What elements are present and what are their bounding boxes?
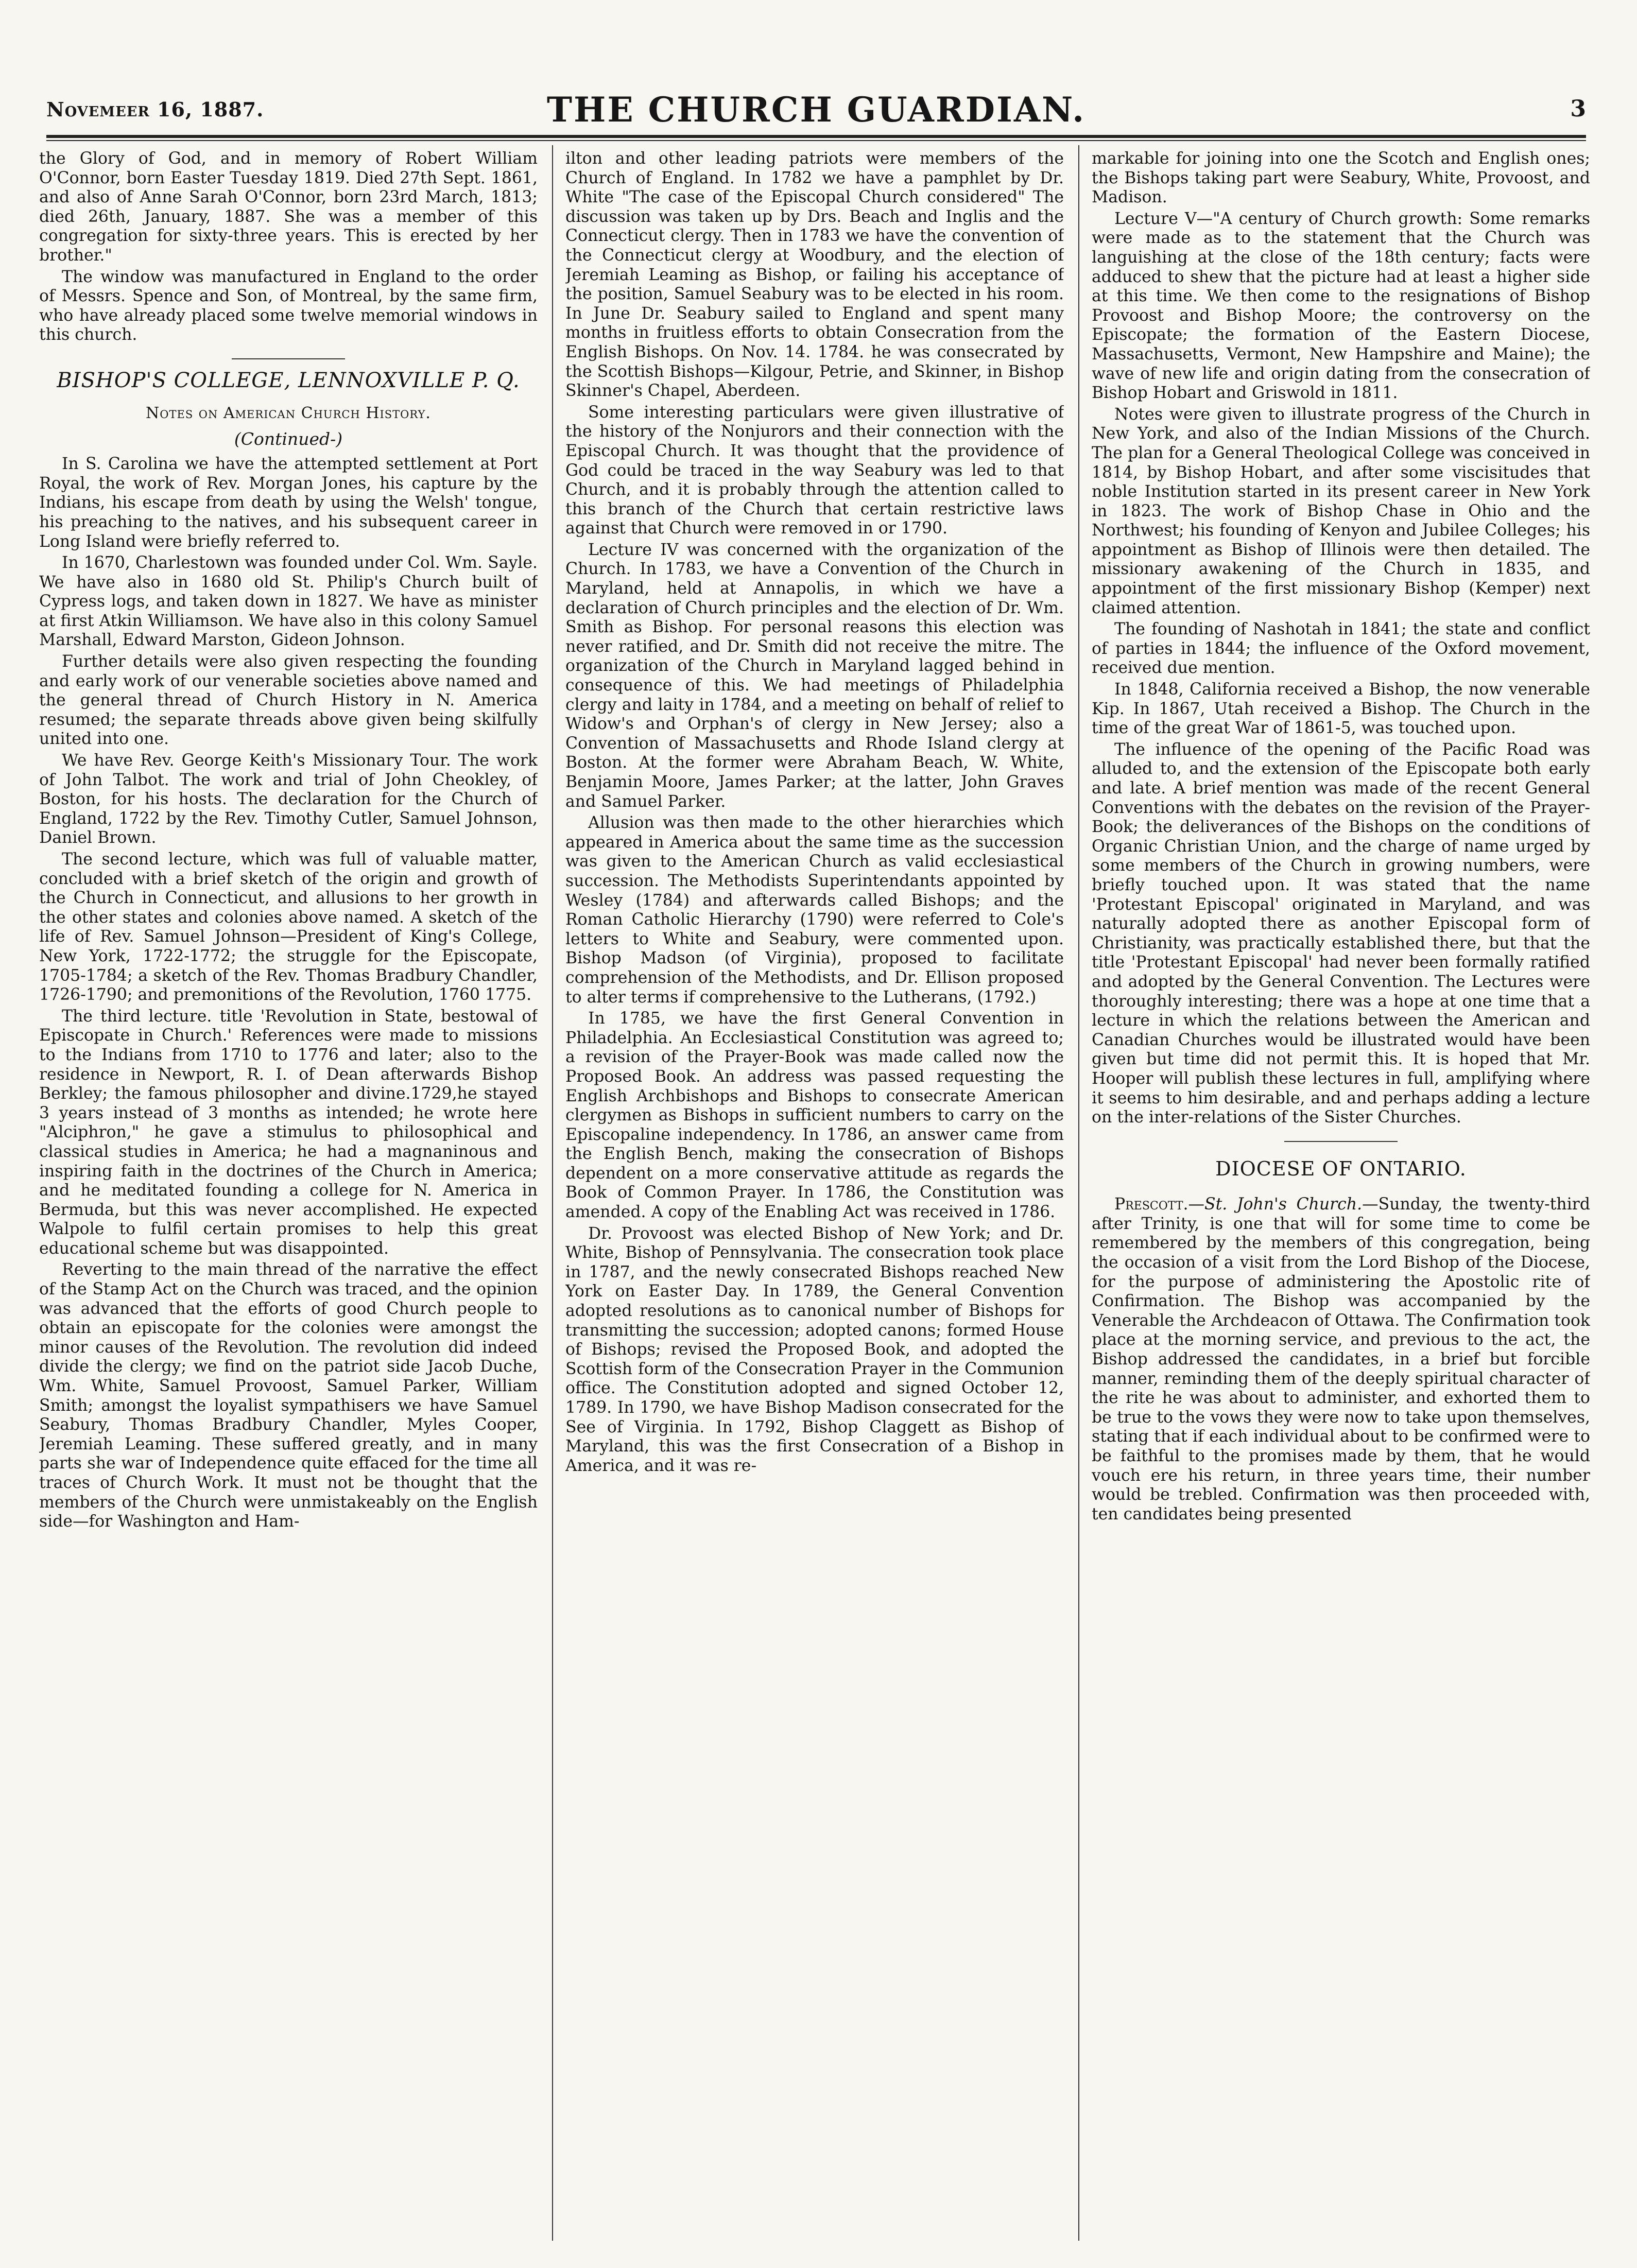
- paragraph: In 1670, Charlestown was founded under Col. Wm. Sayle. We have also in 1680 old St. Philip's Church built of Cypress logs, and taken down in 1827. We have as minister at first Atkin Williamson. We have also in this colony Samuel Marshall, Edward Marston, Gideon Johnson.: [39, 553, 538, 650]
- section-separator: [232, 358, 345, 359]
- paragraph: Lecture IV was concerned with the organization of the Church. In 1783, we have a Convention of the Church in Maryland, held at Annapolis, in which we have a declaration of Church principles and the election of Dr. Wm. Smith as Bishop. For personal reasons this election was never ratified, and Dr. Smith did not receive the mitre. The organization of the Church in Maryland lagged behind in consequence of this. We had meetings of Philadelphia clergy and laity in 1784, and a meeting on behalf of relief to Widow's and Orphan's of clergy in New Jersey; also a Convention of Massachusetts and Rhode Island clergy at Boston. At the former were Abraham Beach, W. White, Benjamin Moore, James Parker; at the latter, John Graves and Samuel Parker.: [565, 540, 1064, 811]
- paragraph: The second lecture, which was full of valuable matter, concluded with a brief sketch of the origin and growth of the Church in Connecticut, and allusions to her growth in the other states and colonies above named. A sketch of the life of Rev. Samuel Johnson—President of King's College, New York, 1722-1772; the struggle for the Episcopate, 1705-1784; a sketch of the Rev. Thomas Bradbury Chandler, 1726-1790; and premonitions of the Revolution, 1760 1775.: [39, 850, 538, 1005]
- paragraph: the Glory of God, and in memory of Robert William O'Connor, born Easter Tuesday 1819. Died 27th Sept. 1861, and also of Anne Sarah O'Connor, born 23rd March, 1813; died 26th, January, 1887. She was a member of this congregation for sixty-three years. This is erected by her brother.": [39, 149, 538, 265]
- paragraph: In 1785, we have the first General Convention in Philadelphia. An Ecclesiastical Constitution was agreed to; a revision of the Prayer-Book was made called now the Proposed Book. An address was passed requesting the English Archbishops and Bishops to consecrate American clergymen as Bishops in sufficient numbers to carry on the Episcopaline independency. In 1786, an answer came from the English Bench, making the consecration of Bishops dependent on a more conservative attitude as regards the Book of Common Prayer. In 1786, the Constitution was amended. A copy of the Enabling Act was received in 1786.: [565, 1009, 1064, 1222]
- paragraph: Allusion was then made to the other hierarchies which appeared in America about the same time as the succession was given to the American Church as valid ecclesiastical succession. The Methodists Superintendants appointed by Wesley (1784) and afterwards called Bishops; and the Roman Catholic Hierarchy (1790) were referred to Cole's letters to White and Seabury, were commented upon. Bishop Madson (of Virginia), proposed to facilitate comprehension of the Methodists, and Dr. Ellison proposed to alter terms if comprehensive to the Lutherans, (1792.): [565, 813, 1064, 1007]
- church-name: St. John's Church.: [1204, 1195, 1363, 1214]
- column-2: [565, 149, 1064, 2240]
- column-divider: [1078, 145, 1079, 2241]
- column-1: [39, 149, 538, 2240]
- paragraph: The window was manufactured in England to the order of Messrs. Spence and Son, of Montreal, by the same firm, who have already placed some twelve memorial windows in this church.: [39, 267, 538, 344]
- paragraph: The founding of Nashotah in 1841; the state and conflict of parties in 1844; the influence of the Oxford movement, received due mention.: [1092, 620, 1590, 678]
- column-divider: [552, 145, 553, 2241]
- newspaper-title: THE CHURCH GUARDIAN.: [546, 90, 1086, 130]
- continued-note: (Continued-): [234, 428, 343, 449]
- paragraph: Notes were given to illustrate progress of the Church in New York, and also of the Indian Missions of the Church. The plan for a General Theological College was conceived in 1814, by Bishop Hobart, and after some viscisitudes that noble Institution started in its present career in New York in 1823. The work of Bishop Chase in Ohio and the Northwest; his founding of Kenyon and Jubilee Colleges; his appointment as Bishop of Illinois were then detailed. The missionary awakening of the Church in 1835, and appointment of the first missionary Bishop (Kemper) next claimed attention.: [1092, 405, 1590, 617]
- paragraph-body: —Sunday, the twenty-third after Trinity, is one that will for some time to come be remembered by the members of this congregation, being the occasion of a visit from the Lord Bishop of the Diocese, for the purpose of administering the Apostolic rite of Confirmation. The Bishop was accompanied by the Venerable the Archdeacon of Ottawa. The Confirmation took place at the morning service, and previous to the act, the Bishop addressed the candidates, in a brief but forcible manner, reminding them of the deeply spiritual character of the rite he was about to administer, and exhorted them to be true to the vows they were now to take upon themselves, stating that if each individual about to be confirmed were to be faithful to the promises made by them, that he would vouch ere his return, in three years time, their number would be trebled. Confirmation was then proceeded with, ten candidates being presented: [1092, 1195, 1590, 1523]
- paragraph: Dr. Provoost was elected Bishop of New York; and Dr. White, Bishop of Pennsylvania. The consecration took place in 1787, and the newly consecrated Bishops reached New York on Easter Day. In 1789, the General Convention adopted resolutions as to canonical number of Bishops for transmitting the succession; adopted canons; formed House of Bishops; revised the Proposed Book, and adopted the Scottish form of the Consecration Prayer in the Communion office. The Constitution adopted and signed October 12, 1789. In 1790, we have Bishop Madison consecrated for the See of Virginia. In 1792, Bishop Claggett as Bishop of Maryland, this was the first Consecration of a Bishop in America, and it was re-: [565, 1224, 1064, 1475]
- section-subheading: Notes on American Church History.: [146, 404, 431, 422]
- section-heading: BISHOP'S COLLEGE, LENNOXVILLE P. Q.: [57, 368, 520, 392]
- header-rule-thin: [46, 140, 1586, 141]
- masthead: [46, 88, 1586, 134]
- issue-date: Novemeer 16, 1887.: [46, 98, 264, 121]
- paragraph: We have Rev. George Keith's Missionary Tour. The work of John Talbot. The work and trial of John Cheokley, of Boston, for his hosts. The declaration for the Church of England, 1722 by the Rev. Timothy Cutler, Samuel Johnson, Daniel Brown.: [39, 751, 538, 847]
- place-name: Prescott.: [1114, 1195, 1188, 1214]
- page-number: 3: [1570, 96, 1586, 122]
- paragraph: Lecture V—"A century of Church growth: Some remarks were made as to the statement that the Church was languishing at the close of the 18th century; facts were adduced to shew that the picture had at least a higher side at this time. We then come to the resignations of Bishop Provoost and Bishop Moore; the controversy on the Episcopate; the formation of the Eastern Diocese, Massachusetts, Vermont, New Hampshire and Maine); the wave of new life and origin dating from the consecration of Bishop Hobart and Griswold in 1811.: [1092, 209, 1590, 403]
- paragraph: ilton and other leading patriots were members of the Church of England. In 1782 we have a pamphlet by Dr. White "The case of the Episcopal Church considered" The discussion was taken up by Drs. Beach and Inglis and the Connecticut clergy. Then in 1783 we have the convention of the Connecticut clergy at Woodbury, and the election of Jeremiah Leaming as Bishop, or failing his acceptance of the position, Samuel Seabury was to be elected in his room. In June Dr. Seabury sailed to England and spent many months in fruitless efforts to obtain Consecration from the English Bishops. On Nov. 14. 1784. he was consecrated by the Scottish Bishops—Kilgour, Petrie, and Skinner, in Bishop Skinner's Chapel, Aberdeen.: [565, 149, 1064, 401]
- paragraph: Some interesting particulars were given illustrative of the history of the Nonjurors and their connection with the Episcopal Church. It was thought that the providence of God could be traced in the way Seabury was led to that Church, and it is probably through the attention called to this branch of the Church that certain restrictive laws against that Church were removed in or 1790.: [565, 403, 1064, 538]
- paragraph: The third lecture. title 'Revolution in State, bestowal of Episcopate in Church.' References were made to missions to the Indians from 1710 to 1776 and later; also to the residence in Newport, R. I. of Dean afterwards Bishop Berkley; the famous philosopher and divine.1729,he stayed 3 years instead of 3 months as intended; he wrote here "Alciphron," he gave a stimulus to philosophical and classical studies in America; he had a magnaninous and inspiring faith in the doctrines of the Church in America; and he meditated founding a college for N. America in Bermuda, but this was never accomplished. He expected Walpole to fulfil certain promises to help this great educational scheme but was disappointed.: [39, 1007, 538, 1258]
- column-3: [1092, 149, 1590, 2240]
- section-heading: DIOCESE OF ONTARIO.: [1215, 1157, 1467, 1180]
- paragraph: In S. Carolina we have the attempted settlement at Port Royal, the work of Rev. Morgan Jones, his capture by the Indians, his escape from death by using the Welsh' tongue, his preaching to the natives, and his subsequent career in Long Island were briefly referred to.: [39, 455, 538, 551]
- header-rule: [46, 135, 1586, 138]
- paragraph: In 1848, California received a Bishop, the now venerable Kip. In 1867, Utah received a Bishop. The Church in the time of the great War of 1861-5, was touched upon.: [1092, 680, 1590, 738]
- paragraph: The influence of the opening of the Pacific Road was alluded to, and the extension of the Episcopate both early and late. A brief mention was made of the recent General Conventions with the debates on the revision of the Prayer-Book; the deliverances of the Bishops on the conditions of Organic Christian Union, and the charge of name urged by some members of the Church in growing numbers, were briefly touched upon. It was stated that the name 'Protestant Episcopal' originated in Maryland, and was naturally adopted there as another Episcopal form of Christianity, was practically established there, but that the title 'Protestant Episcopal' had never been formally ratified and adopted by the General Convention. The Lectures were thoroughly interesting; there was a hope at one time that a lecture in which the relations between the American and Canadian Churches would be illustrated would have been given but time did not permit this. It is hoped that Mr. Hooper will publish these lectures in full, amplifying where it seems to him desirable, and and perhaps adding a lecture on the inter-relations of the Sister Churches.: [1092, 740, 1590, 1127]
- paragraph: markable for joining into one the Scotch and English ones; the Bishops taking part were Seabury, White, Provoost, and Madison.: [1092, 149, 1590, 207]
- section-separator: [1284, 1141, 1398, 1142]
- paragraph: Further details were also given respecting the founding and early work of our venerable societies above named and the general thread of Church History in N. America resumed; the separate threads above given being skilfully united into one.: [39, 652, 538, 749]
- paragraph: Reverting to the main thread of the narrative the effect of the Stamp Act on the Church was traced, and the opinion was advanced that the efforts of good Church people to obtain an episcopate for the colonies were amongst the minor causes of the Revolution. The revolution did indeed divide the clergy; we find on the patriot side Jacob Duche, Wm. White, Samuel Provoost, Samuel Parker, William Smith; amongst the loyalist sympathisers we have Samuel Seabury, Thomas Bradbury Chandler, Myles Cooper, Jeremiah Leaming. These suffered greatly, and in many parts she war of Independence quite effaced for the time all traces of Church Work. It must not be thought that the members of the Church were unmistakeably on the English side—for Washington and Ham-: [39, 1260, 538, 1531]
- paragraph: Prescott.—St. John's Church.—Sunday, the twenty-third after Trinity, is one that will for some time to come be remembered by the members of this congregation, being the occasion of a visit from the Lord Bishop of the Diocese, for the purpose of administering the Apostolic rite of Confirmation. The Bishop was accompanied by the Venerable the Archdeacon of Ottawa. The Confirmation took place at the morning service, and previous to the act, the Bishop addressed the candidates, in a brief but forcible manner, reminding them of the deeply spiritual character of the rite he was about to administer, and exhorted them to be true to the vows they were now to take upon themselves, stating that if each individual about to be confirmed were to be faithful to the promises made by them, that he would vouch ere his return, in three years time, their number would be trebled. Confirmation was then proceeded with, ten candidates being presented: [1092, 1195, 1590, 1523]
